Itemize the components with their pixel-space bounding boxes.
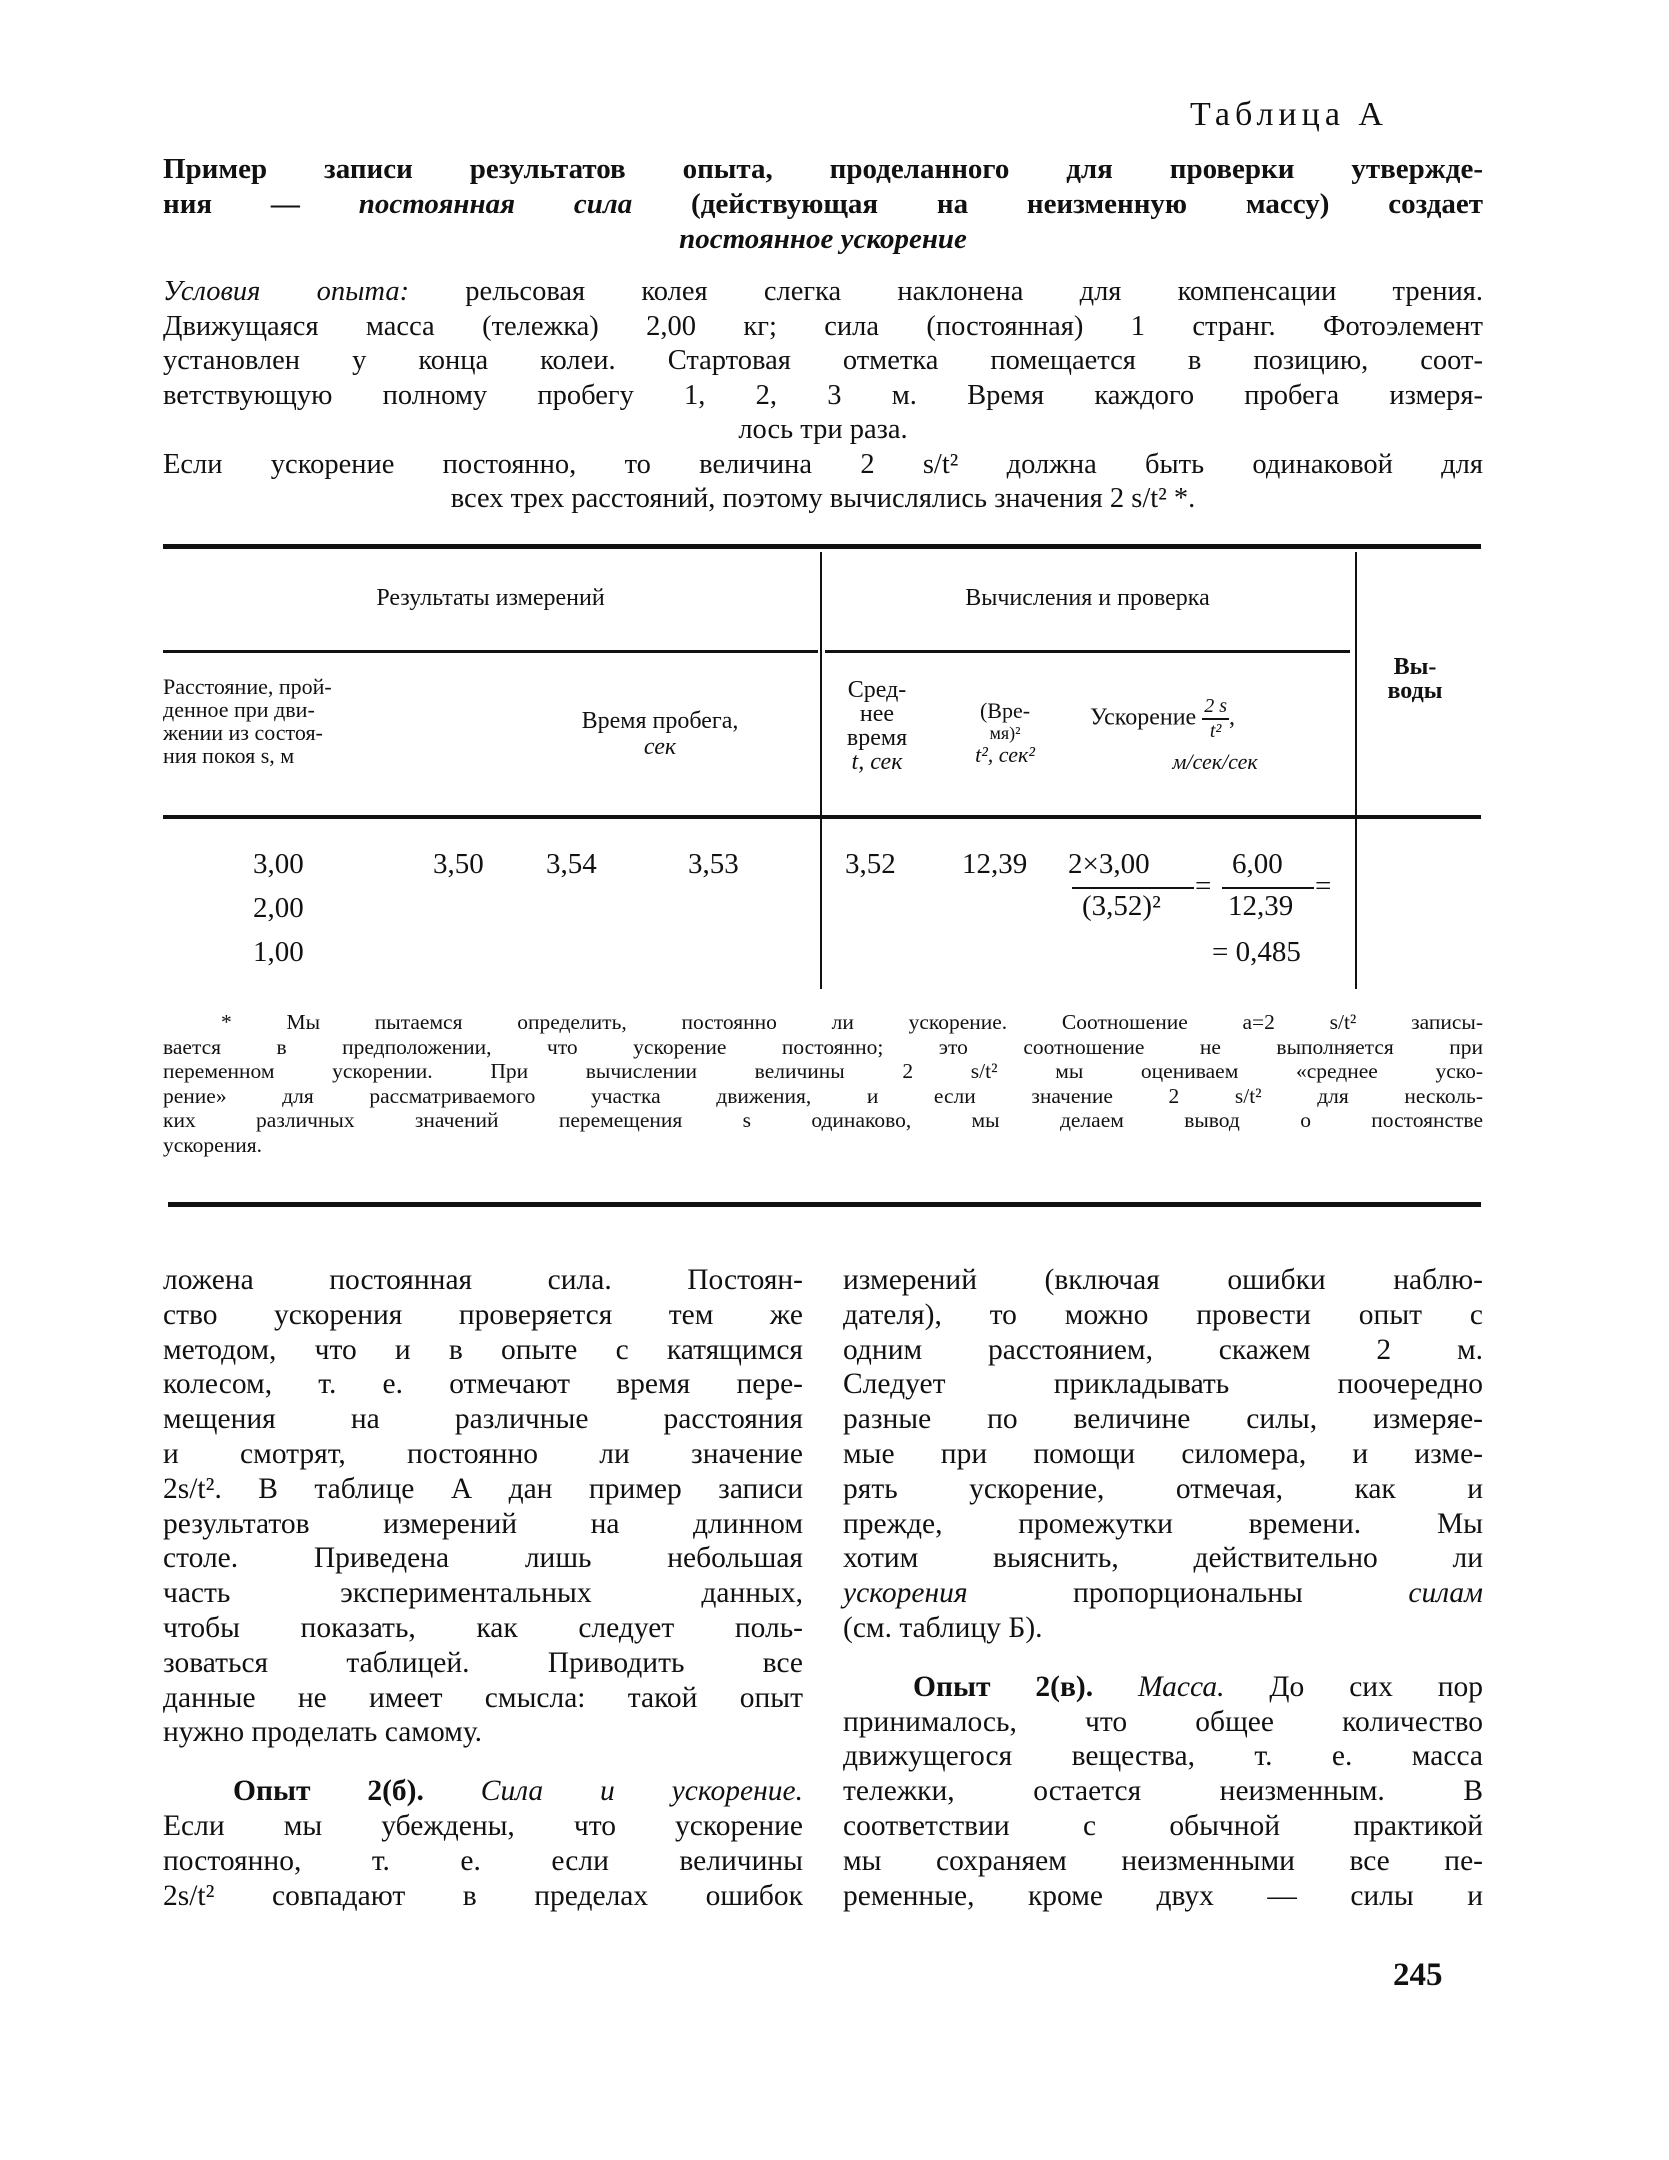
footnote-line-4: рение» для рассматриваемого участка движения, и если значение 2 s/t² для несколь- xyxy=(163,1083,1483,1108)
acceleration-units: м/сек/сек xyxy=(1172,749,1258,774)
group-header-measurements: Результаты измерений xyxy=(376,585,605,611)
calc-denominator-1: (3,52)² xyxy=(1082,890,1161,922)
table-top-rule xyxy=(163,544,1481,549)
table-group-rule-left xyxy=(163,650,818,653)
footnote-line-2: вается в предположении, что ускорение постоянно; это соотношение не выполняется при xyxy=(163,1034,1483,1059)
conditions-line-7: всех трех расстояний, поэтому вычислялись значения 2 s/t² *. xyxy=(450,483,1196,514)
conditions-line-3: установлен у конца колеи. Стартовая отметка помещается в позицию, соот- xyxy=(163,345,1483,376)
conditions-line-1: Условия опыта: рельсовая колея слегка наклонена для компенсации трения. xyxy=(163,276,1483,307)
cell-distance-row-2: 2,00 xyxy=(253,892,304,924)
calc-fraction-bar-2 xyxy=(1222,887,1314,889)
table-footnote xyxy=(163,1010,1483,1157)
cell-mean-time: 3,52 xyxy=(845,848,896,880)
page-number: 245 xyxy=(1393,1957,1443,1993)
footnote-line-6: ускорения. xyxy=(163,1132,262,1157)
footnote-line-1: * Мы пытаемся определить, постоянно ли ускорение. Соотношение a=2 s/t² записы- xyxy=(221,1010,1483,1034)
calc-equals-2: = xyxy=(1315,870,1332,902)
footnote-line-3: переменном ускорении. При вычислении величины 2 s/t² мы оцениваем «среднее уско- xyxy=(163,1059,1483,1083)
table-header-bottom-rule xyxy=(163,815,1481,819)
cell-time-3: 3,53 xyxy=(688,848,739,880)
caption-line-1: Пример записи результатов опыта, проделанного для проверки утвержде- xyxy=(163,153,1483,185)
calc-numerator-2: 6,00 xyxy=(1232,848,1283,880)
caption-line-2: ния — постоянная сила (действующая на неизменную массу) создает xyxy=(163,188,1484,220)
cell-distance-row-1: 3,00 xyxy=(253,848,304,880)
conditions-label: Условия опыта: xyxy=(163,276,410,307)
acceleration-fraction: $\frac{2 s}{\text{t²}}$ xyxy=(1204,695,1227,742)
footnote-bottom-rule xyxy=(168,1202,1481,1207)
right-column: измерений (включая ошибки наблю- дателя), то можно провести опыт с одним расстоянием, скажем 2 м. Следует прикладывать поочередно разные по величине силы, измеряе- мые при помощи силомера, и изме- рять ускорение, отмечая, как и прежде, промежутки времени. Мы хотим выяснить, действительно ли ускорения пропорциональны силам (см. таблицу Б). Опыт 2(в). Масса. До сих пор принималось, что общее количество движущегося вещества, т. е. масса тележки, остается неизменным. В соответствии с обычной практикой мы сохраняем неизменными все пе- ременные, кроме двух — силы и xyxy=(843,1264,1484,1912)
experiment-conditions xyxy=(163,275,1483,517)
footnote-line-5: ких различных значений перемещения s одинаково, мы делаем вывод о постоянстве xyxy=(163,1108,1483,1132)
experiment-2b-heading: Опыт 2(б). Сила и ускорение. xyxy=(233,1775,803,1808)
conditions-line-4: ветствующую полному пробегу 1, 2, 3 м. Время каждого пробега измеря- xyxy=(163,379,1483,411)
conditions-line-5: лось три раза. xyxy=(738,414,908,445)
col-header-mean-time: Сред- нее время t, сек xyxy=(846,677,908,775)
col-header-acceleration: Ускорение $\frac{2 s}{\text{t²}}$ , м/сек/сек xyxy=(1090,695,1340,775)
calc-fraction-bar-1 xyxy=(1072,887,1194,889)
col-header-run-time: Время пробега, сек xyxy=(581,708,739,760)
cell-distance-row-3: 1,00 xyxy=(253,936,304,968)
conditions-line-2: Движущаяся масса (тележка) 2,00 кг; сила (постоянная) 1 странг. Фотоэлемент xyxy=(163,310,1483,342)
experiment-2v-heading: Опыт 2(в). Масса. До сих пор xyxy=(913,1670,1484,1703)
left-column: ложена постоянная сила. Постоян- ство ускорения проверяется тем же методом, что и в опыте с катящимся колесом, т. е. отмечают время пере- мещения на различные расстояния и смотрят, постоянно ли значение 2s/t². В таблице А дан пример записи результатов измерений на длинном столе. Приведена лишь небольшая часть экспериментальных данных, чтобы показать, как следует поль- зоваться таблицей. Приводить все данные не имеет смысла: такой опыт нужно проделать самому. Опыт 2(б). Сила и ускорение. Если мы убеждены, что ускорение постоянно, т. е. если величины 2s/t² совпадают в пределах ошибок xyxy=(163,1264,803,1912)
conditions-line-6: Если ускорение постоянно, то величина 2 s/t² должна быть одинаковой для xyxy=(163,448,1483,480)
cell-time-1: 3,50 xyxy=(433,848,484,880)
table-divider-2 xyxy=(1355,552,1357,989)
table-label: Таблица А xyxy=(1190,96,1388,133)
calc-denominator-2: 12,39 xyxy=(1228,890,1294,922)
calc-equals-1: = xyxy=(1195,870,1212,902)
cell-time-2: 3,54 xyxy=(546,848,597,880)
table-group-rule-mid xyxy=(825,650,1350,653)
calc-numerator-1: 2×3,00 xyxy=(1068,848,1150,880)
col-header-time-squared: (Вре- мя)² t², сек² xyxy=(975,698,1035,767)
caption-line-3: постоянное ускорение xyxy=(679,223,967,255)
cell-time-squared: 12,39 xyxy=(962,848,1028,880)
col-header-distance: Расстояние, прой- денное при дви- жении из состоя- ния покоя s, м xyxy=(163,674,332,768)
table-divider-1 xyxy=(820,552,822,989)
caption-emphasis-constant-force: постоянная сила xyxy=(358,188,633,220)
col-header-conclusions: Вы- воды xyxy=(1387,654,1443,704)
group-header-calculations: Вычисления и проверка xyxy=(965,585,1210,611)
calc-result: = 0,485 xyxy=(1212,936,1301,968)
table-caption xyxy=(163,152,1483,257)
